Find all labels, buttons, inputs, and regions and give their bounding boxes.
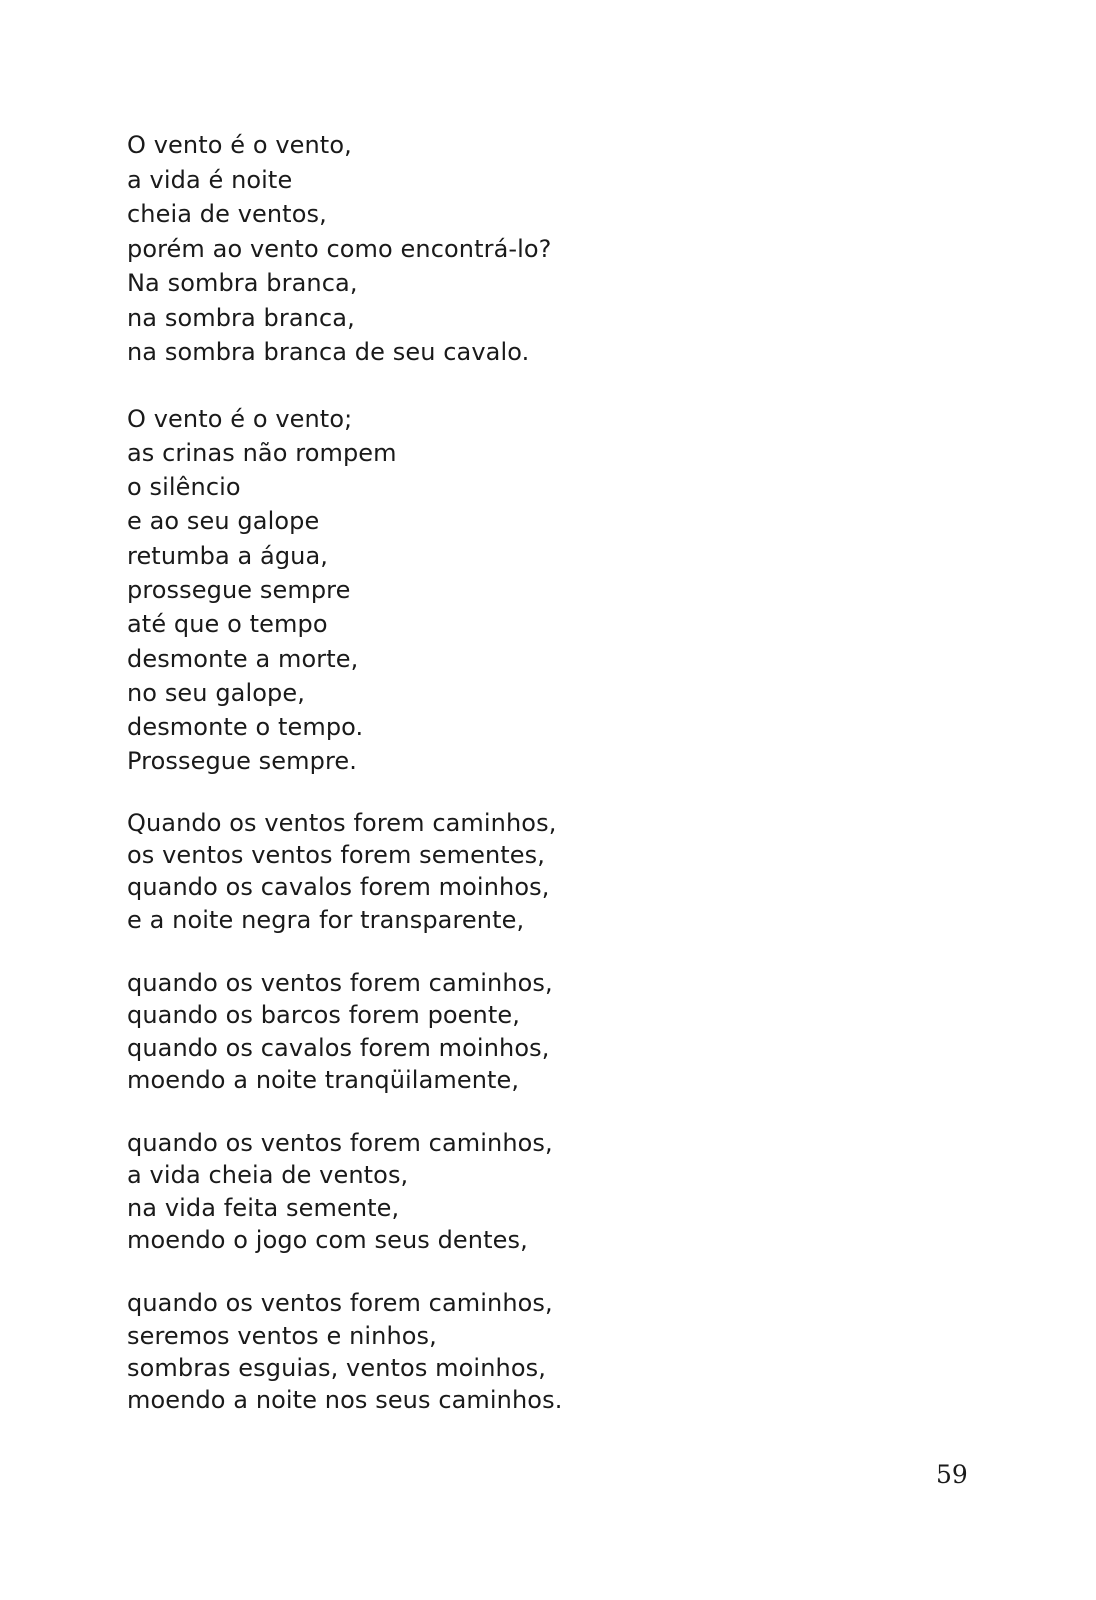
poem-line: e ao seu galope <box>127 507 320 536</box>
poem-line: cheia de ventos, <box>127 200 327 228</box>
poem-line: moendo a noite tranqüilamente, <box>127 1065 520 1094</box>
stanza-3 <box>127 807 827 936</box>
poem-line: Quando os ventos forem caminhos, <box>127 808 557 837</box>
poem <box>127 128 827 1417</box>
poem-line: e a noite negra for transparente, <box>127 905 525 934</box>
poem-line: na sombra branca de seu cavalo. <box>127 338 530 366</box>
poem-line: quando os barcos forem poente, <box>127 1001 520 1030</box>
stanza-2 <box>127 402 827 779</box>
poem-line: moendo a noite nos seus caminhos. <box>127 1386 563 1415</box>
poem-line: moendo o jogo com seus dentes, <box>127 1226 528 1255</box>
stanza-6 <box>127 1287 827 1416</box>
poem-line: prossegue sempre <box>127 575 351 604</box>
poem-line: no seu galope, <box>127 678 305 707</box>
poem-line: quando os ventos forem caminhos, <box>127 1289 553 1318</box>
poem-line: O vento é o vento, <box>127 131 352 159</box>
poem-line: desmonte o tempo. <box>127 713 364 742</box>
poem-line: os ventos ventos forem sementes, <box>127 841 546 870</box>
poem-line: o silêncio <box>127 473 241 502</box>
poem-line: na vida feita semente, <box>127 1193 400 1222</box>
poem-line: seremos ventos e ninhos, <box>127 1321 437 1350</box>
poem-line: quando os cavalos forem moinhos, <box>127 873 550 902</box>
page-number: 59 <box>936 1460 968 1489</box>
poem-line: Prossegue sempre. <box>127 747 358 776</box>
poem-line: na sombra branca, <box>127 303 355 332</box>
poem-line: as crinas não rompem <box>127 438 397 467</box>
stanza-1 <box>127 128 827 370</box>
poem-line: porém ao vento como encontrá-lo? <box>127 234 552 263</box>
poem-line: quando os cavalos forem moinhos, <box>127 1033 550 1062</box>
poem-line: O vento é o vento; <box>127 404 353 433</box>
stanza-5 <box>127 1127 827 1256</box>
poem-line: desmonte a morte, <box>127 644 359 673</box>
poem-line: até que o tempo <box>127 610 328 639</box>
poem-line: retumba a água, <box>127 541 328 570</box>
stanza-4 <box>127 967 827 1096</box>
poem-line: a vida é noite <box>127 165 293 194</box>
poem-line: Na sombra branca, <box>127 269 358 297</box>
poem-line: quando os ventos forem caminhos, <box>127 1129 553 1158</box>
poem-line: a vida cheia de ventos, <box>127 1161 409 1190</box>
poem-line: quando os ventos forem caminhos, <box>127 968 553 997</box>
poem-line: sombras esguias, ventos moinhos, <box>127 1353 546 1382</box>
